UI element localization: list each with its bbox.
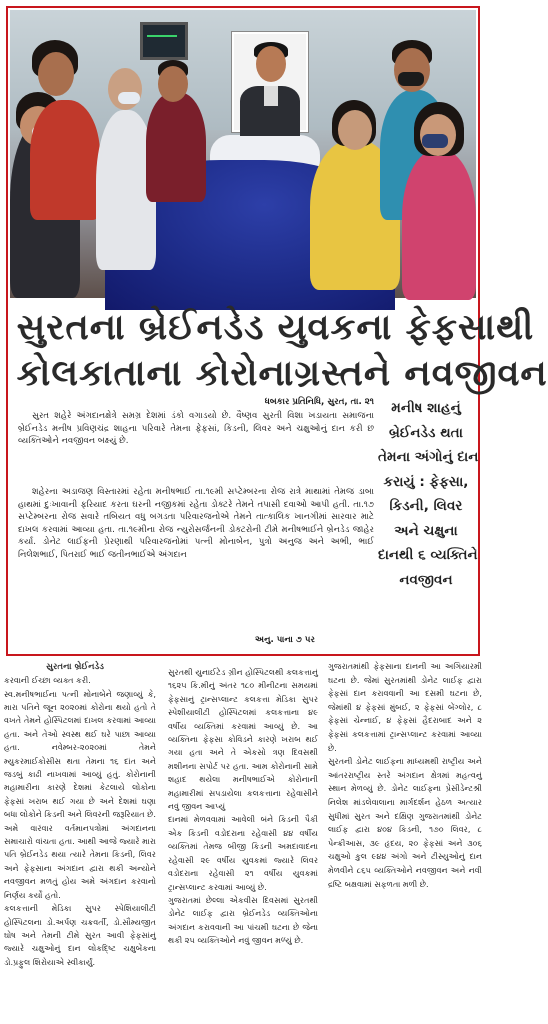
person-2-head: [38, 52, 74, 96]
continued-note: અનુ. પાના ૭ પર: [255, 635, 315, 645]
headline-line-2: કોલકાતાના કોરોનાગ્રસ્તને નવજીવન: [16, 353, 548, 394]
sidebar-line: તેમના અંગોનું દાન: [378, 449, 479, 465]
portrait-collar: [264, 86, 278, 106]
sidebar-line: કરાયું : ફેફસા,: [383, 473, 469, 490]
column-1-text: કરવાની ઈચ્છા વ્યક્ત કરી. સ્વ.મનીષભાઈના પત્ની મોનાબેને જણાવ્યું કે, મારા પતિને જૂન ૨૦૨૦માં કોરોના થયો હતો તે વખતે તેમને હોસ્પિટલમાં દાખલ કરવામાં આવ્યા હતા. અને તેઓ સ્વસ્થ થઈ ઘરે પાછા આવ્યા હતા. નવેમ્બર-૨૦૨૦માં તેમને મ્યુકરમાઈકોસીસ થતા તેમના ૧૬ દાંત અને જડબું કાઢી નાખવામાં આવ્યું હતું. કોરોનાની મહામારીના કારણે દેશમાં કેટલાયે લોકોના ફેફસાં ખરાબ થઈ ગયા છે અને દેશમાં ઘણા બધા લોકોને કિડની અને લિવરની જરૂરિયાત છે. અમે વારંવાર વર્તમાનપત્રોમાં અંગદાનના સમાચારો વાંચતા હતા. આથી આજે જ્યારે મારા પતિ બ્રેઈનડેડ થયા ત્યારે તેમના કિડની, લિવર અને ફેફસાના અંગદાન દ્વારા થકી અન્યોને નવજીવન મળતું હોય અમે અંગદાન કરવાનો નિર્ણય કર્યો હતો. કલકત્તાની મેડિકા સુપર સ્પેશિયાલીટી હોસ્પિટલના ડો.અર્પણ ચક્રવર્તી, ડો.સૌમ્યજીત ઘોષ અને તેમની ટીમે સુરત આવી ફેફસાંનું જ્યારે ચક્ષુઓનું દાન લોકદ્ષ્ટિ ચક્ષુબેંકના ડો.પ્રફુલ શિરોયાએ સ્વીકાર્યું.: [4, 675, 156, 967]
person-4-head: [158, 66, 188, 102]
continuation-kicker: સુરતના બ્રેઈનડેડ: [46, 662, 104, 672]
sidebar-line: દાનથી ૬ વ્યક્તિને: [378, 547, 478, 563]
sidebar-line: નવજીવન: [399, 571, 453, 588]
monitor-icon: [140, 22, 188, 60]
lead-paragraph-2: શહેરના અડાજણ વિસ્તારમાં રહેતા મનીષભાઈ તા.૧૯મી સપ્ટેમ્બરના રોજ રાત્રે માથામાં તેમજ ડાબા હાથમાં દુઃખાવાની ફરિયાદ કરતા ઘરની નજીકમાં રહેતા ડોક્ટરે તેમને તપાસી દવાઓ આપી હતી. તા.૧૭ સપ્ટેમ્બરના રોજ સવારે તબિયત વધુ બગડતા પરિવારજનોએ તેમને તાત્કાલિક ખાનગીમાં સારવાર માટે દાખલ કરવામાં આવ્યા હતા. તા.૧૯મીના રોજ ન્યુરોસર્જનની ડોક્ટરોની ટીમે મનીષભાઈને બ્રેનડેડ જાહેર કર્યા. ડોનેટ લાઈફની પ્રેરણાથી પરિવારજનોમાં પત્ની મોનાબેન, પુત્રો અનુજ અને અભી, ભાઈ નિલેશભાઈ, પિતરાઈ ભાઈ જતીનભાઈએ અંગદાન: [18, 487, 374, 560]
mask-icon: [422, 134, 448, 148]
person-4: [146, 92, 206, 202]
column-2-text: સુરતથી યુનાઈટેડ ગ્રીન હોસ્પિટલથી કલકત્તાનું ૧૬૨૫ કિ.મીનું અંતર ૧૮૦ મીનીટના સમયમાં ફેફસાનું ટ્રાન્સપ્લાન્ટ કલકત્તા મેડિકા સુપર સ્પેશીયાલીટી હોસ્પિટલમાં કલકત્તાના ૪૯ વર્ષીય વ્યક્તિમાં કરવામાં આવ્યું છે. આ વ્યક્તિના ફેફસા કોવિડને કારણે ખરાબ થઈ ગયા હતા અને તે એકસો ત્રણ દિવસથી મશીનના સપોર્ટ પર હતા. આમ કોરોનાની સામે શહાદ થયેલા મનીષભાઈએ કોરોનાની મહામારીમાં સપડાયેલા કલકત્તાના રહેવાસીને નવું જીવન આપ્યું દાનમાં મેળવવામાં આવેલી બંને કિડની પૈકી એક કિડની વડોદરાના રહેવાસી ૪૪ વર્ષીય વ્યક્તિમાં તેમજ બીજી કિડની અમદાવાદના રહેવાસી ૨૯ વર્ષીય યુવકમાં જ્યારે લિવર વડોદરાના રહેવાસી ૨૧ વર્ષીય યુવકમાં ટ્રાન્સપ્લાન્ટ કરવામાં આવ્યું છે. ગુજરાતમાં છેલ્લા એકવીસ દિવસમાં સુરતથી ડોનેટ લાઈફ દ્વારા બ્રેઈનડેડ વ્યક્તિઓના અંગદાન કરાવવાની આ પાંચમી ઘટના છે જેના થકી ૨૫ વ્યક્તિઓને નવું જીવન મળ્યું છે.: [168, 667, 318, 946]
portrait-head: [256, 46, 286, 82]
sidebar-line: બ્રેઈનડેડ થતા: [389, 424, 463, 441]
person-2: [30, 100, 100, 220]
sidebar-line: મનીષ શાહનું: [391, 400, 461, 416]
sidebar-line: કિડની, લિવર: [389, 498, 463, 514]
portrait-inset: [232, 32, 308, 132]
lead-paragraph-1: સુરત શહેરે અંગદાનક્ષેત્રે સમગ્ર દેશમાં ડંકો વગાડયો છે. વૈષ્ણવ સુરતી વિશા ખડાયતા સમાજના બ્રેઈનડેડ મનીષ પ્રવિણચંદ્ર શાહના પરિવારે તેમના ફેફસાં, કિડની, લિવર અને ચક્ષુઓનું દાન કરી છ વ્યક્તિઓને નવજીવન બક્ષ્યું છે.: [18, 411, 374, 446]
column-1: [4, 660, 156, 969]
column-2: [168, 666, 318, 948]
mask-icon: [118, 92, 140, 104]
mask-icon: [398, 72, 424, 86]
column-3: [328, 660, 482, 891]
hospital-photo: [10, 10, 476, 298]
person-5-head: [338, 110, 372, 150]
column-3-text: ગુજરાતમાંથી ફેફસાના દાનની આ અગિયારમી ઘટના છે. જેમાં સુરતમાંથી ડોનેટ લાઈફ દ્વારા ફેફસાં દાન કરાવવાની આ દસમી ઘટના છે, જેમાંથી ૪ ફેફસાં મુંબઈ, ૨ ફેફસાં બેંગ્લોર, ૮ ફેફસાં ચેન્નાઈ, ૪ ફેફસાં હૈદરાબાદ અને ૨ ફેફસાં કલકત્તામાં ટ્રાન્સપ્લાન્ટ કરવામાં આવ્યા છે. સુરતની ડોનેટ લાઈફના માધ્યમથી રાષ્ટ્રીય અને આંતરરાષ્ટ્રીય સ્તરે અંગદાન ક્ષેત્રમાં મહત્વનું સ્થાન મેળવ્યું છે. ડોનેટ લાઈફના પ્રેસીડેન્ટશ્રી નિલેશ માંડલેવાલાના માર્ગદર્શન હેઠળ અત્યાર સુધીમાં સુરત અને દક્ષિણ ગુજરાતમાંથી ડોનેટ લાઈફ દ્વારા ૪૦૪ કિડની, ૧૭૦ લિવર, ૮ પેન્ક્રીઆસ, ૩૯ હૃદય, ૨૦ ફેફસાં અને ૩૦૬ ચક્ષુઓ કુલ ૯૪૪ અંગો અને ટીસ્યુઓનું દાન મેળવીને ૮૬૫ વ્યક્તિઓને નવજીવન અને નવી દ્રષ્ટિ બક્ષવામાં સફળતા મળી છે.: [328, 661, 482, 889]
person-7: [402, 150, 476, 300]
sidebar-summary: [378, 396, 479, 651]
byline-source: ધબકાર પ્રતિનિધિ, સુરત, તા. ૨૧: [264, 397, 374, 407]
headline-line-1: સુરતના બ્રેઈનડેડ યુવકના ફેફસાથી: [16, 307, 535, 348]
byline: [18, 396, 374, 409]
sidebar-line: અને ચક્ષુના: [394, 522, 458, 539]
